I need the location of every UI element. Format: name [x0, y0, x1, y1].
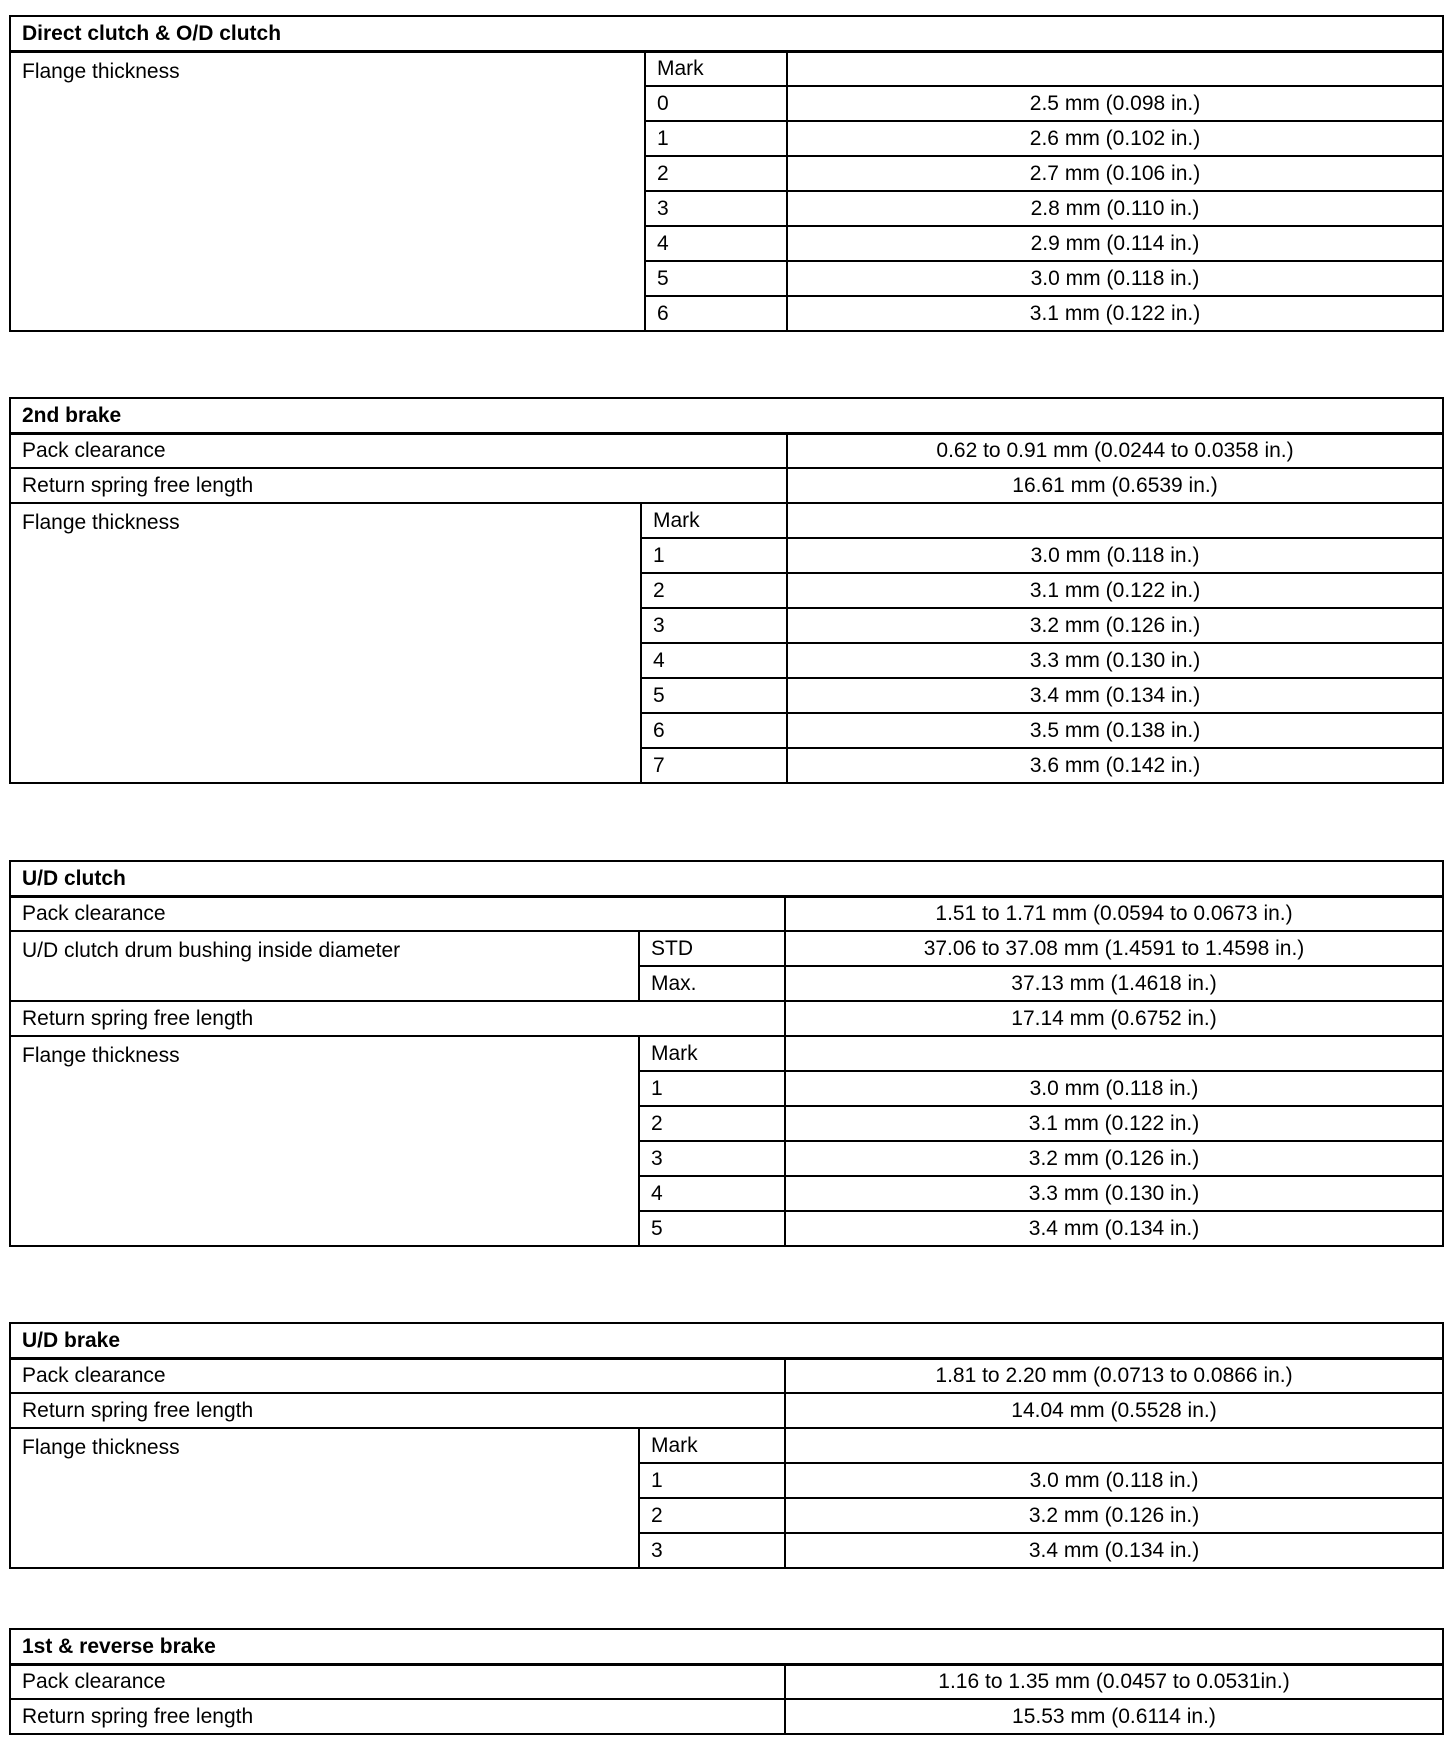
table-title-row [10, 398, 1443, 433]
table-title-row [10, 861, 1443, 896]
table-row [10, 503, 1443, 538]
return-spring-label: Return spring free length [10, 1699, 785, 1734]
empty-cell [785, 1428, 1443, 1463]
thickness-value: 3.2 mm (0.126 in.) [785, 1498, 1443, 1533]
thickness-value: 3.4 mm (0.134 in.) [785, 1211, 1443, 1246]
thickness-value: 3.2 mm (0.126 in.) [787, 608, 1443, 643]
mark-cell: 3 [639, 1533, 785, 1568]
table-row [10, 896, 1443, 931]
flange-thickness-label: Flange thickness [10, 51, 645, 331]
table-row [10, 468, 1443, 503]
table-row [10, 1664, 1443, 1699]
mark-cell: 4 [641, 643, 787, 678]
thickness-value: 2.8 mm (0.110 in.) [787, 191, 1443, 226]
table-row [10, 931, 1443, 966]
return-spring-label: Return spring free length [10, 1393, 785, 1428]
section-title: U/D clutch [10, 861, 1443, 896]
thickness-value: 3.4 mm (0.134 in.) [785, 1533, 1443, 1568]
thickness-value: 2.9 mm (0.114 in.) [787, 226, 1443, 261]
direct-clutch-table [9, 15, 1444, 332]
mark-cell: 7 [641, 748, 787, 783]
mark-cell: 3 [645, 191, 787, 226]
table-row [10, 1358, 1443, 1393]
thickness-value: 2.6 mm (0.102 in.) [787, 121, 1443, 156]
return-spring-value: 17.14 mm (0.6752 in.) [785, 1001, 1443, 1036]
mark-cell: 5 [645, 261, 787, 296]
flange-thickness-label: Flange thickness [10, 1428, 639, 1568]
mark-cell: 1 [639, 1463, 785, 1498]
thickness-value: 3.1 mm (0.122 in.) [785, 1106, 1443, 1141]
mark-cell: 4 [645, 226, 787, 261]
mark-header: Mark [645, 51, 787, 86]
mark-cell: 5 [639, 1211, 785, 1246]
pack-clearance-value: 0.62 to 0.91 mm (0.0244 to 0.0358 in.) [787, 433, 1443, 468]
return-spring-label: Return spring free length [10, 468, 787, 503]
mark-cell: 6 [641, 713, 787, 748]
section-title: 1st & reverse brake [10, 1629, 1443, 1664]
std-value: 37.06 to 37.08 mm (1.4591 to 1.4598 in.) [785, 931, 1443, 966]
table-row [10, 1001, 1443, 1036]
second-brake-table [9, 397, 1444, 784]
thickness-value: 2.5 mm (0.098 in.) [787, 86, 1443, 121]
return-spring-label: Return spring free length [10, 1001, 785, 1036]
mark-header: Mark [639, 1036, 785, 1071]
flange-thickness-label: Flange thickness [10, 1036, 639, 1246]
mark-cell: 2 [645, 156, 787, 191]
table-row [10, 1393, 1443, 1428]
thickness-value: 3.1 mm (0.122 in.) [787, 573, 1443, 608]
mark-cell: 6 [645, 296, 787, 331]
mark-cell: 3 [641, 608, 787, 643]
thickness-value: 3.0 mm (0.118 in.) [785, 1071, 1443, 1106]
bushing-diameter-label: U/D clutch drum bushing inside diameter [10, 931, 639, 1001]
mark-header: Mark [641, 503, 787, 538]
mark-cell: 5 [641, 678, 787, 713]
ud-brake-table [9, 1322, 1444, 1569]
table-row [10, 1699, 1443, 1734]
return-spring-value: 14.04 mm (0.5528 in.) [785, 1393, 1443, 1428]
thickness-value: 3.3 mm (0.130 in.) [785, 1176, 1443, 1211]
table-row [10, 1428, 1443, 1463]
thickness-value: 3.3 mm (0.130 in.) [787, 643, 1443, 678]
thickness-value: 3.5 mm (0.138 in.) [787, 713, 1443, 748]
pack-clearance-label: Pack clearance [10, 896, 785, 931]
thickness-value: 3.2 mm (0.126 in.) [785, 1141, 1443, 1176]
thickness-value: 3.1 mm (0.122 in.) [787, 296, 1443, 331]
return-spring-value: 15.53 mm (0.6114 in.) [785, 1699, 1443, 1734]
empty-cell [787, 503, 1443, 538]
mark-cell: 2 [639, 1106, 785, 1141]
thickness-value: 3.4 mm (0.134 in.) [787, 678, 1443, 713]
first-reverse-brake-table [9, 1628, 1444, 1735]
table-title-row [10, 16, 1443, 51]
mark-header: Mark [639, 1428, 785, 1463]
table-row [10, 51, 1443, 86]
mark-cell: 1 [641, 538, 787, 573]
pack-clearance-label: Pack clearance [10, 1358, 785, 1393]
empty-cell [785, 1036, 1443, 1071]
table-title-row [10, 1323, 1443, 1358]
mark-cell: 0 [645, 86, 787, 121]
table-row [10, 1036, 1443, 1071]
mark-cell: 2 [639, 1498, 785, 1533]
section-title: U/D brake [10, 1323, 1443, 1358]
table-row [10, 433, 1443, 468]
flange-thickness-label: Flange thickness [10, 503, 641, 783]
thickness-value: 3.0 mm (0.118 in.) [785, 1463, 1443, 1498]
thickness-value: 3.6 mm (0.142 in.) [787, 748, 1443, 783]
max-label: Max. [639, 966, 785, 1001]
pack-clearance-label: Pack clearance [10, 1664, 785, 1699]
pack-clearance-value: 1.16 to 1.35 mm (0.0457 to 0.0531in.) [785, 1664, 1443, 1699]
thickness-value: 3.0 mm (0.118 in.) [787, 261, 1443, 296]
std-label: STD [639, 931, 785, 966]
return-spring-value: 16.61 mm (0.6539 in.) [787, 468, 1443, 503]
thickness-value: 2.7 mm (0.106 in.) [787, 156, 1443, 191]
table-title-row [10, 1629, 1443, 1664]
pack-clearance-label: Pack clearance [10, 433, 787, 468]
empty-cell [787, 51, 1443, 86]
mark-cell: 2 [641, 573, 787, 608]
mark-cell: 3 [639, 1141, 785, 1176]
mark-cell: 1 [639, 1071, 785, 1106]
section-title: Direct clutch & O/D clutch [10, 16, 1443, 51]
ud-clutch-table [9, 860, 1444, 1247]
mark-cell: 4 [639, 1176, 785, 1211]
pack-clearance-value: 1.81 to 2.20 mm (0.0713 to 0.0866 in.) [785, 1358, 1443, 1393]
pack-clearance-value: 1.51 to 1.71 mm (0.0594 to 0.0673 in.) [785, 896, 1443, 931]
max-value: 37.13 mm (1.4618 in.) [785, 966, 1443, 1001]
thickness-value: 3.0 mm (0.118 in.) [787, 538, 1443, 573]
section-title: 2nd brake [10, 398, 1443, 433]
mark-cell: 1 [645, 121, 787, 156]
